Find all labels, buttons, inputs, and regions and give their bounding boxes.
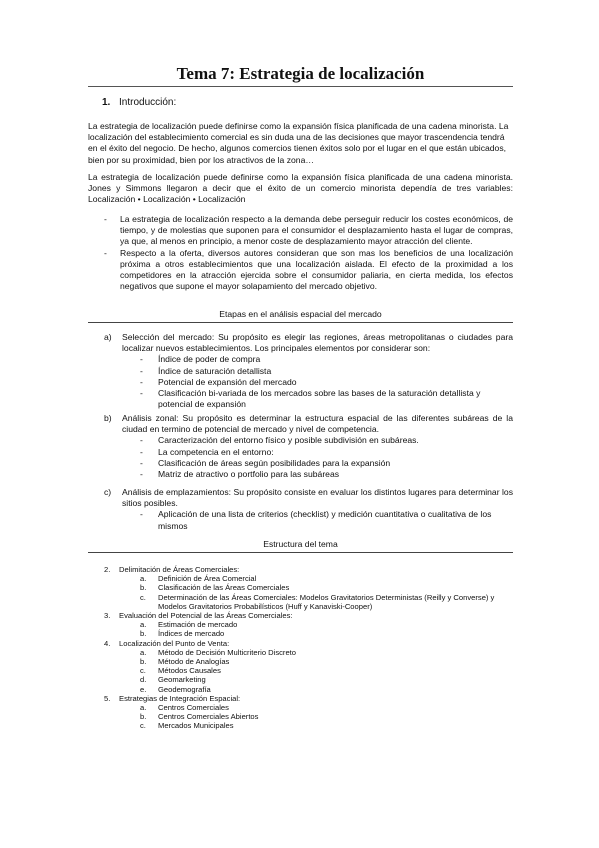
toc-subnumber: d. [140, 675, 147, 685]
etapa-b-item: - Matriz de atractivo o portfolio para las subáreas [140, 469, 513, 480]
etapa-c [88, 487, 513, 532]
toc-item [100, 639, 513, 648]
etapa-a-item: - Clasificación bi-variada de los mercados sobre las bases de la saturación detallista y potencial de expansión [140, 388, 513, 410]
toc-label: Localización del Punto de Venta: [119, 638, 230, 648]
etapa-a-item: - Potencial de expansión del mercado [140, 377, 513, 388]
toc-subnumber: c. [140, 666, 146, 676]
toc-subnumber: a. [140, 703, 147, 713]
toc-subitem [100, 574, 513, 583]
toc-item [100, 694, 513, 703]
section-rule-estructura [88, 552, 513, 553]
toc-sublabel: Geomarketing [158, 675, 206, 685]
etapa-c-item: - Aplicación de una lista de criterios (checklist) y medición cuantitativa o cualitativa de los mismos [140, 509, 513, 531]
toc-sublabel: Centros Comerciales Abiertos [158, 712, 259, 722]
etapa-b-item: - Caracterización del entorno físico y posible subdivisión en subáreas. [140, 435, 513, 446]
toc-sublabel: Centros Comerciales [158, 703, 229, 713]
section-rule-etapas [88, 322, 513, 323]
etapa-b-list [106, 435, 513, 480]
etapa-c-text: Análisis de emplazamientos: Su propósito consiste en evaluar los distintos lugares para determinar los sitios posibles. [122, 487, 513, 509]
toc-subnumber: b. [140, 712, 147, 722]
page-title: Tema 7: Estrategia de localización [176, 64, 425, 83]
title-underline [88, 86, 513, 87]
toc-subitem [100, 675, 513, 684]
toc-subnumber: c. [140, 592, 146, 602]
toc-sublabel: Métodos Causales [158, 666, 221, 676]
etapa-c-list [106, 509, 513, 531]
dash-item-demand: - La estrategia de localización respecto a la demanda debe perseguir reducir los costes económicos, de tiempo, y de molestias que suponen para el consumidor el desplazamiento hasta el lugar de compras, ya que, al menos en principio, a menor coste de desplazamiento mayor atracción del cliente. [88, 214, 513, 248]
toc-number: 3. [104, 611, 111, 621]
toc-sublabel: Índices de mercado [158, 629, 225, 639]
intro-heading [102, 97, 176, 108]
toc-subitem [100, 648, 513, 657]
toc-label: Delimitación de Áreas Comerciales: [119, 565, 240, 574]
intro-paragraph-2: La estrategia de localización puede definirse como la expansión física planificada de una cadena minorista. Jones y Simmons llegaron a decir que el éxito de un comercio minorista dependía de tres variables: Localización • Localización • Localización [88, 172, 513, 205]
toc-subitem [100, 685, 513, 694]
etapa-a-text: Selección del mercado: Su propósito es elegir las regiones, áreas metropolitanas o ciudades para localizar nuevos establecimientos. Los principales elementos por considerar son: [122, 332, 513, 354]
etapa-a [88, 332, 513, 410]
etapa-b [88, 413, 513, 480]
etapa-b-item: - Clasificación de áreas según posibilidades para la expansión [140, 458, 513, 469]
toc-sublabel: Estimación de mercado [158, 620, 238, 630]
toc-sublabel: Clasificación de las Áreas Comerciales [158, 583, 290, 593]
toc-sublabel: Geodemografía [158, 684, 211, 694]
etapa-a-letter: a) [104, 332, 112, 342]
toc-subitem [100, 583, 513, 592]
etapa-b-text: Análisis zonal: Su propósito es determinar la estructura espacial de las diferentes subáreas de la ciudad en termino de potencial de mercado y nivel de competencia. [122, 413, 513, 435]
toc-subnumber: e. [140, 684, 147, 694]
toc-subnumber: a. [140, 647, 147, 657]
toc-subitem [100, 657, 513, 666]
toc-sublabel: Método de Decisión Multicriterio Discreto [158, 647, 297, 657]
toc-label: Evaluación del Potencial de las Áreas Comerciales: [119, 611, 293, 621]
toc-subitem [100, 620, 513, 629]
toc-label: Estrategias de Integración Espacial: [119, 693, 241, 703]
toc-sublabel: Definición de Área Comercial [158, 574, 257, 584]
etapa-a-item: - Índice de poder de compra [140, 354, 513, 365]
toc-subnumber: c. [140, 721, 146, 731]
section-heading-etapas: Etapas en el análisis espacial del mercado [219, 309, 382, 319]
toc-subitem [100, 666, 513, 675]
table-of-contents [100, 565, 513, 731]
toc-number: 5. [104, 693, 111, 703]
toc-subnumber: a. [140, 620, 147, 630]
toc-subitem [100, 593, 513, 611]
toc-item [100, 565, 513, 574]
section-heading-estructura: Estructura del tema [263, 539, 338, 549]
toc-subitem [100, 712, 513, 721]
intro-paragraph-1: La estrategia de localización puede definirse como la expansión física planificada de una cadena minorista. La localización del establecimiento comercial es sin duda una de las decisiones que mayor trascendencia tendrá en el éxito del negocio. De hecho, algunos comercios tienen éxitos solo por el lugar en el que están ubicados, bien por su proximidad, bien por los atractivos de la zona… [88, 121, 509, 165]
toc-sublabel: Mercados Municipales [158, 721, 234, 731]
toc-number: 4. [104, 638, 111, 648]
toc-sublabel: Método de Analogías [158, 657, 230, 667]
dash-item-supply: - Respecto a la oferta, diversos autores consideran que son mas los beneficios de una localización próxima a otros establecimientos que una localización aislada. El efecto de la proximidad a los competidores en la atracción ejercida sobre el consumidor paliaria, en cierta medida, los efectos negativos que supone el mayor solapamiento del mercado objetivo. [88, 248, 513, 293]
intro-number: 1. [102, 97, 111, 108]
etapa-b-item: - La competencia en el entorno: [140, 447, 513, 458]
toc-item [100, 611, 513, 620]
dash-list [88, 214, 513, 292]
intro-label: Introducción: [119, 97, 177, 108]
toc-subitem [100, 629, 513, 638]
etapa-a-list [106, 354, 513, 410]
toc-subitem [100, 703, 513, 712]
toc-subitem [100, 721, 513, 730]
toc-subnumber: b. [140, 657, 147, 667]
toc-sublabel: Determinación de las Áreas Comerciales: Modelos Gravitatorios Deterministas (Reilly y Converse) y Modelos Gravitatorios Probabilísticos (Huff y Kanaviski-Cooper) [158, 592, 495, 611]
etapa-b-letter: b) [104, 413, 112, 423]
toc-subnumber: a. [140, 574, 147, 584]
toc-number: 2. [104, 565, 111, 574]
toc-subnumber: b. [140, 583, 147, 593]
etapa-a-item: - Índice de saturación detallista [140, 366, 513, 377]
toc-subnumber: b. [140, 629, 147, 639]
etapa-c-letter: c) [104, 487, 112, 497]
